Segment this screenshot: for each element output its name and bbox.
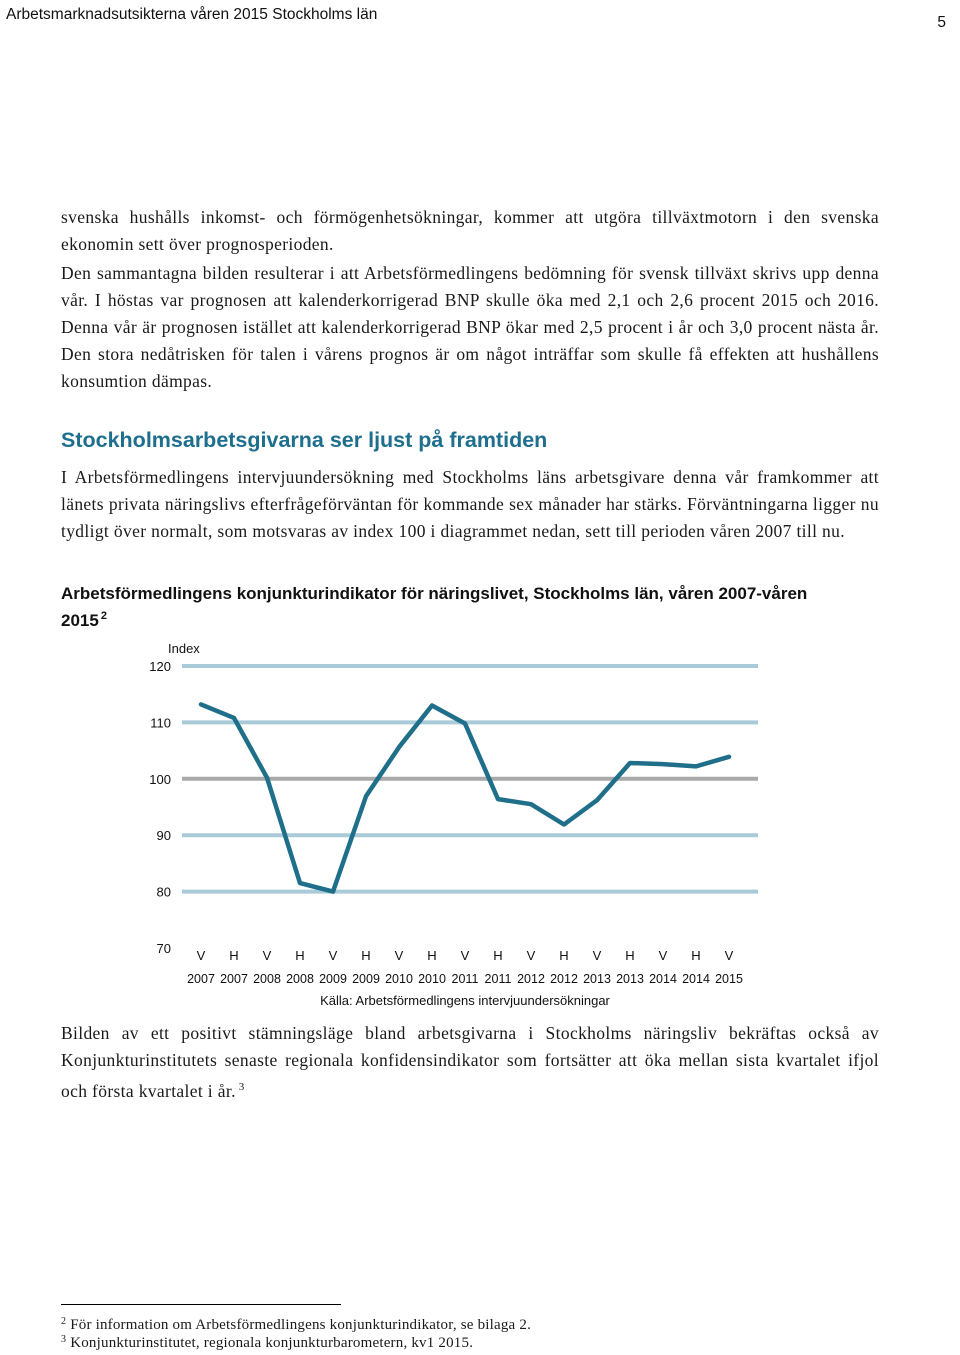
data-point: [266, 776, 269, 779]
footnote-number: 2: [61, 1316, 67, 1327]
paragraph-4-text: Bilden av ett positivt stämningsläge bland arbetsgivarna i Stockholms näringsliv bekräftas också av Konjunkturinstitutets senaste regionala konfidensindikator som fortsätter att öka mellan sista kvartalet ifjol och första kvartalet i år.: [61, 1023, 879, 1101]
x-tick-label-year: 2011: [484, 972, 512, 986]
y-tick-label: 80: [156, 884, 171, 900]
x-tick-label-year: 2014: [649, 972, 677, 986]
x-tick-label-year: 2010: [418, 972, 446, 986]
x-tick-label-season: V: [196, 948, 206, 963]
x-tick-label-year: 2011: [451, 972, 479, 986]
footnote-3: [61, 1334, 473, 1352]
paragraph-4-footnote-ref: 3: [238, 1081, 245, 1093]
y-tick-label: 90: [156, 828, 171, 844]
x-tick-label-season: V: [592, 948, 602, 963]
y-tick-label: 120: [149, 659, 171, 674]
data-point: [695, 765, 698, 768]
y-axis-label: Index: [168, 641, 200, 656]
data-point: [233, 716, 236, 719]
paragraph-2: Den sammantagna bilden resulterar i att Arbetsförmedlingens bedömning för svensk tillväxt skrivs upp denna vår. I höstas var prognosen att kalenderkorrigerad BNP skulle öka med 2,1 och 2,6 procent 2015 och 2016. Denna vår är prognosen istället att kalenderkorrigerad BNP ökar med 2,5 procent i år och 3,0 procent nästa år. Den stora nedåtrisken för talen i vårens prognos är om något inträffar som skulle få effekten att hushållens konsumtion dämpas.: [61, 263, 879, 391]
y-tick-label: 100: [149, 771, 171, 787]
x-tick-label-year: 2007: [187, 972, 215, 986]
x-tick-label-season: V: [328, 948, 338, 963]
data-point: [398, 746, 401, 749]
x-tick-label-season: H: [361, 948, 371, 963]
running-header: [0, 0, 960, 40]
x-tick-label-year: 2015: [715, 972, 743, 986]
chart-series: [200, 703, 731, 893]
paragraph-3: I Arbetsförmedlingens intervjuundersökning med Stockholms läns arbetsgivare denna vår framkommer att länets privata näringslivs efterfrågeförväntan för kommande sex månader har stärks. Förväntningarna ligger nu tydligt över normalt, som motsvaras av index 100 i diagrammet nedan, sett till perioden våren 2007 till nu.: [61, 467, 879, 541]
x-tick-label-season: H: [229, 948, 239, 963]
x-tick-label-season: H: [427, 948, 437, 963]
footnote-text: För information om Arbetsförmedlingens konjunkturindikator, se bilaga 2.: [70, 1317, 532, 1333]
x-axis-ticks: [187, 948, 743, 986]
x-tick-label-season: V: [460, 948, 470, 963]
x-tick-label-season: V: [526, 948, 536, 963]
data-point: [596, 799, 599, 802]
x-tick-label-year: 2013: [583, 972, 611, 986]
x-tick-label-year: 2009: [352, 972, 380, 986]
x-tick-label-year: 2014: [682, 972, 710, 986]
x-tick-label-year: 2012: [550, 972, 578, 986]
data-point: [629, 762, 632, 765]
footnote-number: 3: [61, 1334, 67, 1345]
chart-title-footnote-ref: 2: [100, 610, 107, 622]
x-tick-label-season: H: [559, 948, 569, 963]
x-tick-label-season: H: [493, 948, 503, 963]
x-tick-label-season: H: [625, 948, 635, 963]
y-tick-label: 110: [150, 715, 171, 731]
chart-title: [61, 582, 841, 632]
x-tick-label-year: 2012: [517, 972, 545, 986]
data-point: [431, 704, 434, 707]
x-tick-label-season: V: [394, 948, 404, 963]
data-point: [530, 803, 533, 806]
data-point: [365, 795, 368, 798]
series-line: [201, 704, 729, 891]
chart-source: Källa: Arbetsförmedlingens intervjuundersökningar: [320, 993, 610, 1008]
document-title: Arbetsmarknadsutsikterna våren 2015 Stockholms län: [6, 6, 378, 23]
x-tick-label-year: 2008: [286, 972, 314, 986]
chart-title-text: Arbetsförmedlingens konjunkturindikator för näringslivet, Stockholms län, våren 2007-våren 2015: [61, 584, 808, 630]
footnote-divider: [61, 1304, 341, 1305]
x-tick-label-season: V: [262, 948, 272, 963]
x-tick-label-year: 2010: [385, 972, 413, 986]
x-tick-label-year: 2008: [253, 972, 281, 986]
paragraph-1: svenska hushålls inkomst- och förmögenhetsökningar, kommer att utgöra tillväxtmotorn i den svenska ekonomin sett över prognosperioden.: [61, 207, 879, 254]
line-chart: [0, 630, 960, 1012]
data-point: [464, 722, 467, 725]
y-tick-label: 70: [156, 941, 171, 956]
data-point: [299, 882, 302, 885]
x-tick-label-season: V: [724, 948, 734, 963]
x-tick-label-year: 2013: [616, 972, 644, 986]
paragraph-4: [61, 1020, 879, 1105]
y-axis-ticks: [149, 659, 171, 956]
data-point: [200, 703, 203, 706]
section-heading: Stockholmsarbetsgivarna ser ljust på framtiden: [61, 428, 548, 452]
data-point: [332, 890, 335, 893]
footnote-text: Konjunkturinstitutet, regionala konjunkturbarometern, kv1 2015.: [70, 1335, 474, 1351]
footnote-2: [61, 1316, 531, 1334]
data-point: [497, 798, 500, 801]
x-tick-label-season: V: [658, 948, 668, 963]
data-point: [563, 823, 566, 826]
page-number: 5: [937, 14, 946, 31]
x-tick-label-year: 2007: [220, 972, 248, 986]
x-tick-label-season: H: [691, 948, 701, 963]
data-point: [662, 763, 665, 766]
x-tick-label-season: H: [295, 948, 305, 963]
x-tick-label-year: 2009: [319, 972, 347, 986]
data-point: [728, 755, 731, 758]
